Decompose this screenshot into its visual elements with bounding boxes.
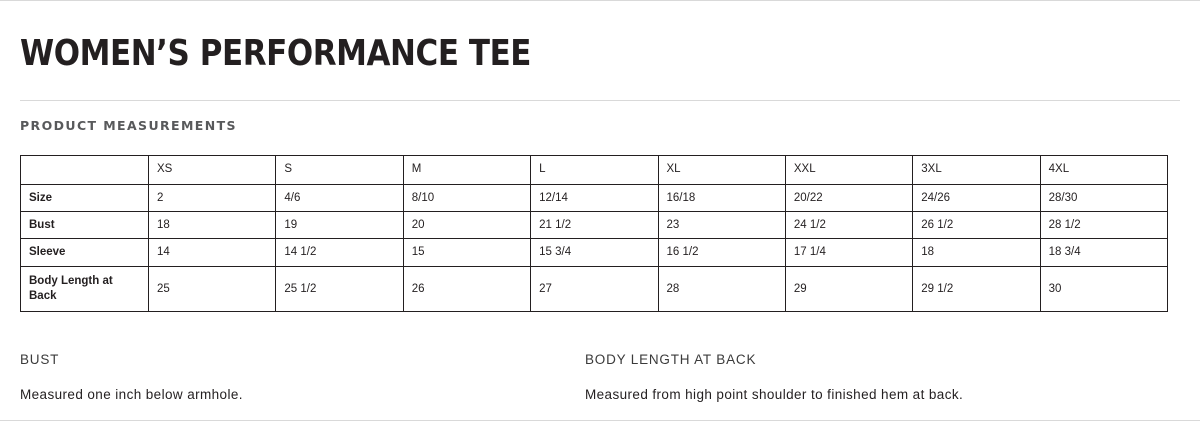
table-cell: 25 1/2 (276, 266, 403, 311)
table-cell: 23 (658, 211, 785, 238)
table-cell: 24/26 (913, 184, 1040, 211)
table-row-label: Bust (21, 211, 149, 238)
table-cell: 14 (149, 239, 276, 266)
table-cell: 20/22 (785, 184, 912, 211)
table-body (21, 184, 1168, 311)
title-divider (20, 100, 1180, 101)
table-cell: 12/14 (531, 184, 658, 211)
table-cell: 21 1/2 (531, 211, 658, 238)
table-col-header: 3XL (913, 155, 1040, 184)
table-row (21, 239, 1168, 266)
note-title: BODY LENGTH AT BACK (585, 351, 757, 367)
table-cell: 18 3/4 (1040, 239, 1167, 266)
table-row (21, 266, 1168, 311)
table-cell: 18 (149, 211, 276, 238)
table-row (21, 184, 1168, 211)
note-bust (20, 352, 580, 402)
table-cell: 18 (913, 239, 1040, 266)
page-title: WOMEN’S PERFORMANCE TEE (20, 33, 532, 74)
note-text: Measured one inch below armhole. (20, 386, 243, 402)
table-cell: 29 (785, 266, 912, 311)
note-body-length-at-back (585, 352, 1145, 402)
table-cell: 28/30 (1040, 184, 1167, 211)
table-corner-cell (21, 155, 149, 184)
table-cell: 26 1/2 (913, 211, 1040, 238)
table-cell: 4/6 (276, 184, 403, 211)
table-col-header: M (403, 155, 530, 184)
table-cell: 25 (149, 266, 276, 311)
table-cell: 15 3/4 (531, 239, 658, 266)
table-row-label: Size (21, 184, 149, 211)
table-row-label: Body Length at Back (21, 266, 149, 311)
table-cell: 26 (403, 266, 530, 311)
table-cell: 29 1/2 (913, 266, 1040, 311)
table-cell: 16/18 (658, 184, 785, 211)
table-col-header: XS (149, 155, 276, 184)
table-cell: 17 1/4 (785, 239, 912, 266)
table-cell: 20 (403, 211, 530, 238)
table-head (21, 155, 1168, 184)
table-cell: 30 (1040, 266, 1167, 311)
table-col-header: XL (658, 155, 785, 184)
measurements-table (20, 155, 1168, 312)
table-cell: 16 1/2 (658, 239, 785, 266)
measurement-notes (20, 352, 1180, 402)
table-header-row (21, 155, 1168, 184)
table-cell: 24 1/2 (785, 211, 912, 238)
table-col-header: 4XL (1040, 155, 1167, 184)
table-col-header: S (276, 155, 403, 184)
table-row (21, 211, 1168, 238)
note-text: Measured from high point shoulder to finished hem at back. (585, 386, 964, 402)
table-cell: 2 (149, 184, 276, 211)
table-cell: 15 (403, 239, 530, 266)
section-label-product-measurements: PRODUCT MEASUREMENTS (20, 117, 237, 133)
table-cell: 28 1/2 (1040, 211, 1167, 238)
table-cell: 27 (531, 266, 658, 311)
table-cell: 14 1/2 (276, 239, 403, 266)
table-row-label: Sleeve (21, 239, 149, 266)
table-cell: 28 (658, 266, 785, 311)
table-col-header: L (531, 155, 658, 184)
table-cell: 8/10 (403, 184, 530, 211)
table-cell: 19 (276, 211, 403, 238)
note-title: BUST (20, 351, 60, 367)
table-col-header: XXL (785, 155, 912, 184)
